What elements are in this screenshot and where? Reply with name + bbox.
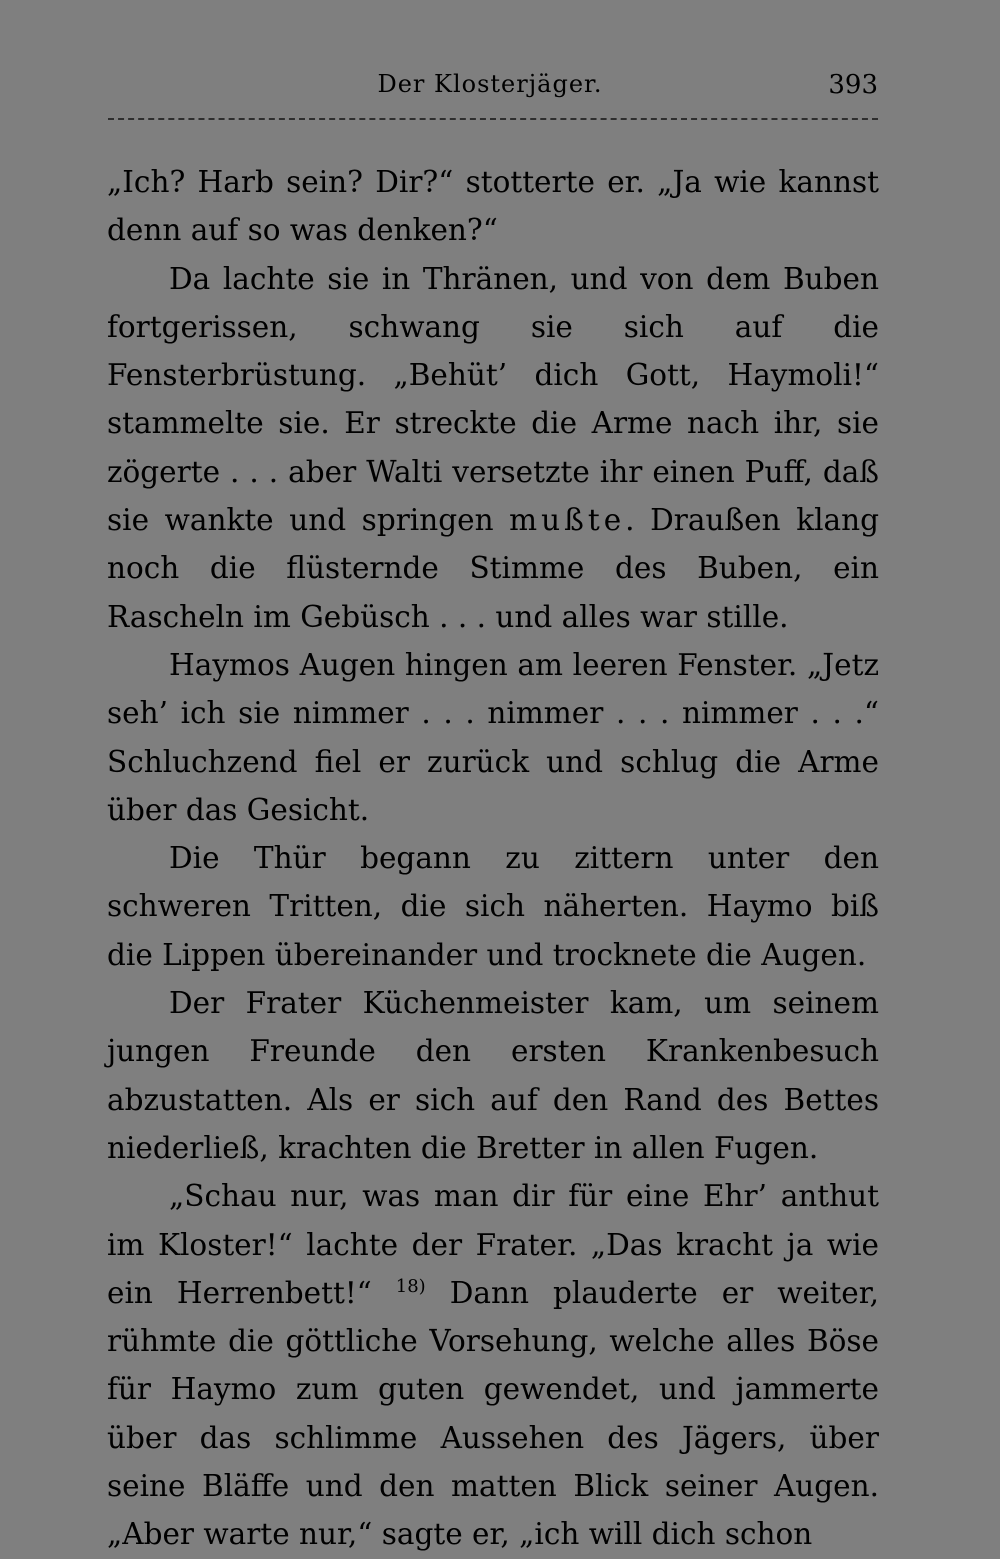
body-text [107, 158, 879, 1559]
footnote-reference: 18) [395, 1276, 426, 1297]
paragraph: Haymos Augen hingen am leeren Fenster. „Jetz seh’ ich sie nimmer . . . nimmer . . . nimmer . . .“ Schluchzend fiel er zurück und schlug die Arme über das Gesicht. [107, 647, 879, 827]
header-rule [108, 118, 878, 120]
paragraph: Die Thür begann zu zittern unter den schweren Tritten, die sich näherten. Haymo biß die Lippen übereinander und trocknete die Augen. [107, 841, 879, 972]
page-number: 393 [828, 70, 878, 100]
running-title: Der Klosterjäger. [377, 70, 603, 98]
emphasized-word: mußte [509, 503, 626, 538]
paragraph: Der Frater Küchenmeister kam, um seinem jungen Freunde den ersten Krankenbesuch abzustatten. Als er sich auf den Rand des Bettes niederließ, krachten die Bretter in allen Fugen. [107, 986, 879, 1165]
paragraph [107, 255, 879, 641]
paragraph-text: Dann plauderte er weiter, rühmte die göttliche Vorsehung, welche alles Böse für Haymo zum guten gewendet, und jammerte über das schlimme Aussehen des Jägers, über seine Bläffe und den matten Blick seiner Augen. „Aber warte nur,“ sagte er, „ich will dich schon [107, 1275, 879, 1552]
paragraph-text: „Schau nur, was man dir für eine Ehr’ anthut im Kloster!“ lachte der Frater. „Das kracht ja wie ein Herrenbett!“ [107, 1179, 879, 1310]
paragraph-text: . Draußen klang noch die flüsternde Stimme des Buben, ein Rascheln im Gebüsch . . . und alles war stille. [107, 503, 879, 634]
paragraph [107, 1172, 879, 1558]
paragraph: „Ich? Harb sein? Dir?“ stotterte er. „Ja wie kannst denn auf so was denken?“ [107, 165, 879, 248]
paragraph-text: Da lachte sie in Thränen, und von dem Buben fortgerissen, schwang sie sich auf die Fensterbrüstung. „Behüt’ dich Gott, Haymoli!“ stammelte sie. Er streckte die Arme nach ihr, sie zögerte . . . aber Walti versetzte ihr einen Puff, daß sie wankte und springen [107, 261, 879, 538]
